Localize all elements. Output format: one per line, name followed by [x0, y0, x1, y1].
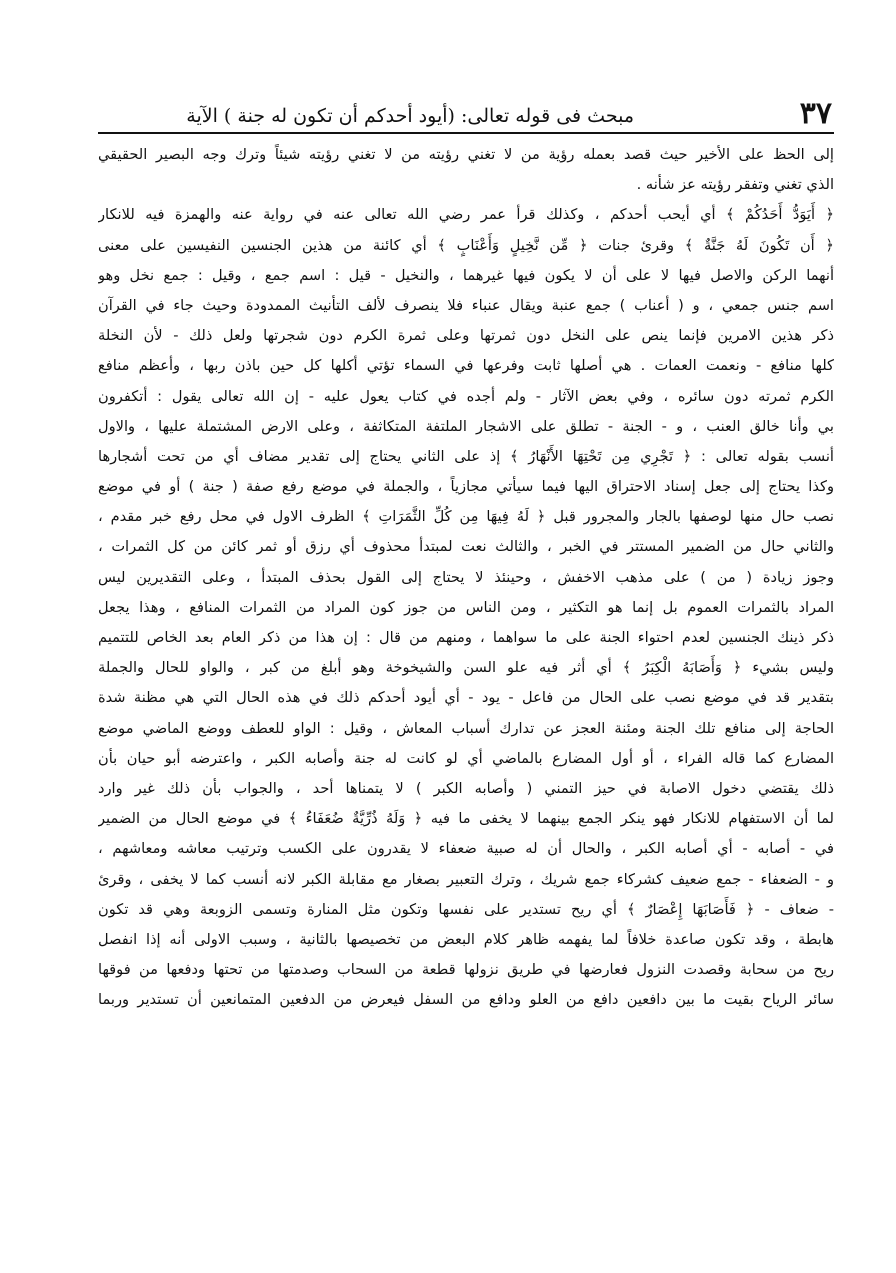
- text-line: وليس بشيء ﴿ وَأَصَابَهُ الْكِبَرُ ﴾ أي أثر فيه علو السن والشيخوخة وهو أبلغ من كبر ، والواو للحال والجملة: [98, 659, 834, 677]
- text-line: كلها منافع - ونعمت العمات . هي أصلها ثابت وفرعها في السماء تؤتي أكلها كل حين باذن ربها ، وأعظم منافع: [98, 357, 834, 375]
- text-line: ﴿ أَن تَكُونَ لَهُ جَنَّةٌ ﴾ وقرئ جنات ﴿ مِّن نَّخِيلٍ وَأَعْنَابٍ ﴾ أي كائنة من هذين الجنسين النفيسين على معنى: [98, 236, 834, 254]
- text-line: لما أن الاستفهام للانكار فهو ينكر الجمع بينهما لا يخفى ما فيه ﴿ وَلَهُ ذُرِّيَّةٌ ضُعَفَاءُ ﴾ في موضع الحال من الضمير: [98, 810, 834, 828]
- text-line: ذلك يقتضي دخول الاصابة في حيز التمني ( وأصابه الكبر ) لا يتمناها أحد ، والجواب بأن ذلك غير وارد: [98, 779, 834, 797]
- text-line: إلى الحظ على الأخير حيث قصد بعمله رؤية من لا تغني رؤيته من لا تغني رؤيته شيئاً وترك وجه البصير الحقيقي: [98, 146, 834, 163]
- text-line: وكذا يحتاج إلى جعل إسناد الاحتراق اليها فيما سيأتي مجازياً ، والجملة في موضع رفع صفة ( جنة ) أو في موضع: [98, 478, 834, 496]
- page-number: ٣٧: [799, 96, 832, 131]
- text-line: بتقدير قد في موضع نصب على الحال من فاعل - يود - أي أيود أحدكم ذلك في هذه الحال التي هي مظنة شدة: [98, 689, 834, 707]
- text-line: الكرم ثمرته دون سائره ، وفي بعض الآثار - ولم أجده في كتاب يعول عليه - إن الله تعالى يقول : أتكفرون: [98, 387, 834, 405]
- text-line: الحاجة إلى منافع تلك الجنة ومئنة العجز عن تدارك أسباب المعاش ، وقيل : الواو للعطف ووضع الماضي موضع: [98, 719, 834, 737]
- text-line: ﴿ أَيَوَدُّ أَحَدُكُمْ ﴾ أي أيحب أحدكم ، وكذلك قرأ عمر رضي الله تعالى عنه في رواية عنه والهمزة فيه للانكار: [98, 206, 834, 224]
- text-line: اسم جنس جمعي ، و ( أعناب ) جمع عنبة ويقال عنباء فلا ينصرف لألف التأنيث الممدودة وحيث جاء في القرآن: [98, 296, 834, 314]
- text-line: ذكر هذين الامرين فإنما ينص على النخل دون ثمرتها وعلى ثمرة الكرم دون شجرتها ولعل ذلك - لأن النخلة: [98, 327, 834, 345]
- running-title: مبحث فى قوله تعالى: (أيود أحدكم أن تكون له جنة ) الآية: [186, 105, 634, 127]
- text-line: المضارع كما قاله الفراء ، أو أول المضارع بالماضي أي لو كانت له جنة وأصابه الكبر ، واعترضه أبو حيان بأن: [98, 749, 834, 767]
- text-line: في - أصابه - أي أصابه الكبر ، والحال أن له صبية ضعفاء لا يقدرون على الكسب وترتيب معاشه ومعاشهم ،: [98, 840, 834, 858]
- text-line: وجوز زيادة ( من ) على مذهب الاخفش ، وحينئذ لا يحتاج إلى القول بحذف المبتدأ ، وعلى التقديرين ليس: [98, 568, 834, 586]
- text-line: أنهما الركن والاصل فيها لا على أن لا يكون فيها غيرهما ، والنخيل - قيل : اسم جمع ، وقيل : جمع نخل وهو: [98, 266, 834, 284]
- text-line: أنسب بقوله تعالى : ﴿ تَجْرِي مِن تَحْتِهَا الأَنْهَارُ ﴾ إذ على الثاني يحتاج إلى تقدير مضاف أي من تحت أشجارها: [98, 447, 834, 465]
- text-line: والثاني حال من الضمير المستتر في الخبر ، والثالث نعت لمبتدأ محذوف أي رزق أو ثمر كائن من كل الثمرات ،: [98, 538, 834, 556]
- header-rule: [98, 132, 834, 134]
- text-line: بي وأنا خالق العنب ، و - الجنة - تطلق على الاشجار الملتفة المتكاثفة ، وعلى الارض المشتملة عليها ، والاول: [98, 417, 834, 435]
- text-line: نصب حال منها لوصفها بالجار والمجرور قبل ﴿ لَهُ فِيهَا مِن كُلِّ الثَّمَرَاتِ ﴾ الظرف الاول في محل رفع خبر مقدم ،: [98, 508, 834, 526]
- text-line: المراد بالثمرات العموم بل إنما هو التكثير ، ومن الناس من جوز كون المراد من الثمرات المنافع ، وهذا يجعل: [98, 598, 834, 616]
- text-line: ريح من سحابة وقصدت النزول فعارضها في طريق نزولها قطعة من السحاب وصدمتها من تحتها ودفعها من فوقها: [98, 961, 834, 979]
- text-line: الذي تغني وتفقر رؤيته عز شأنه .: [636, 176, 834, 194]
- text-line: - ضعاف - ﴿ فَأَصَابَهَا إِعْصَارٌ ﴾ أي ريح تستدير على نفسها وتكون مثل المنارة وتسمى الزوبعة وهي قد تكون: [98, 900, 834, 918]
- text-line: سائر الرياح بقيت ما بين دافعين دافع من العلو ودافع من السفل فيعرض من الدفعين المتمانعين أن تستدير وربما: [98, 991, 834, 1009]
- text-line: هابطة ، وقد تكون صاعدة خلافاً لما يفهمه ظاهر كلام البعض من تخصيصها بالثانية ، وسبب الاولى أنه إذا انفصل: [98, 930, 834, 948]
- text-line: ذكر ذينك الجنسين لعدم احتواء الجنة على ما سواهما ، ومنهم من قال : إن هذا من ذكر العام بعد الخاص للتتميم: [98, 629, 834, 646]
- body-text: [98, 140, 834, 1015]
- text-line: و - الضعفاء - جمع ضعيف كشركاء جمع شريك ، وترك التعبير بصغار مع مقابلة الكبر لانه أنسب كما لا يخفى ، وقرئ: [98, 870, 834, 888]
- page-header: [98, 96, 834, 140]
